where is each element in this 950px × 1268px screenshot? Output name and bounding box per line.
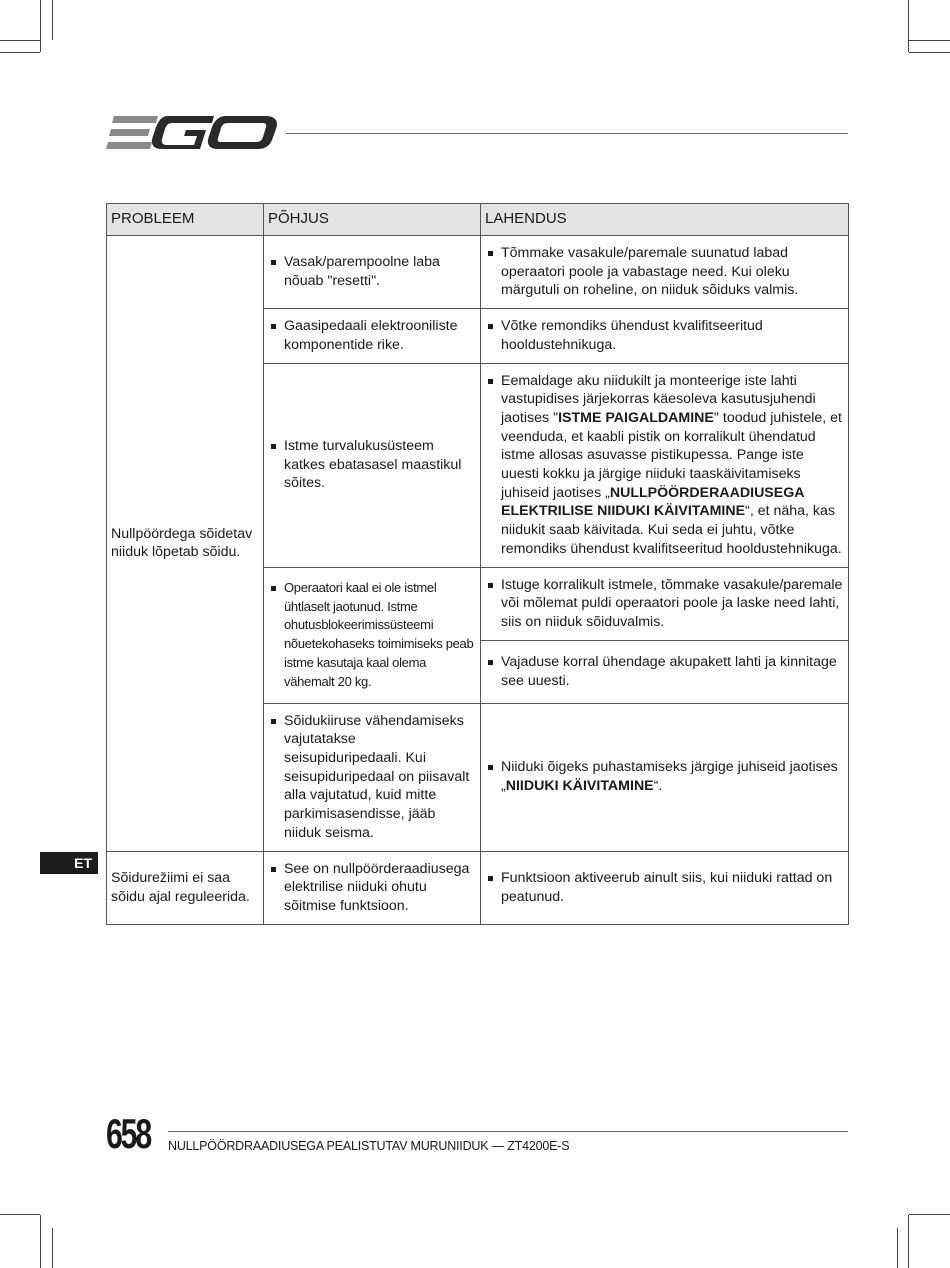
- ego-logo: [106, 112, 278, 154]
- cause-text: Sõidukiiruse vähendamiseks vajutatakse seisupiduripedaali. Kui seisupiduripedaal on piisavalt alla vajutatud, kuid mitte parkimisasendisse, jääb niiduk seisma.: [284, 712, 476, 843]
- solution-text-part: “.: [653, 778, 663, 795]
- solution-text: Funktsioon aktiveerub ainult siis, kui niiduki rattad on peatunud.: [501, 869, 844, 906]
- crop-mark: [40, 1215, 41, 1268]
- solution-text: [501, 758, 844, 795]
- solution-text: [501, 372, 844, 559]
- solution-text: Võtke remondiks ühendust kvalifitseeritud hooldustehnikuga.: [501, 317, 844, 354]
- header-rule: [286, 133, 848, 134]
- cause-text: Operaatori kaal ei ole istmel ühtlaselt jaotunud. Istme ohutusblokeerimissüsteemi nõuetekohaseks toimimiseks peab istme kasutaja kaal olema vähemalt 20 kg.: [284, 579, 476, 691]
- cause-text: See on nullpöörderaadiusega elektrilise niiduki ohutu sõitmise funktsioon.: [284, 860, 476, 916]
- section-reference: NULLPÖÖRDERAADIUSEGA ELEKTRILISE NIIDUKI KÄIVITAMINE: [501, 484, 804, 520]
- crop-mark: [908, 0, 909, 52]
- cause-cell: [264, 309, 481, 363]
- problem-cell: Sõidurežiimi ei saa sõidu ajal reguleerida.: [107, 851, 264, 924]
- crop-mark: [0, 40, 40, 41]
- solution-cell: [481, 640, 849, 703]
- solution-text-part: " toodud juhistele, et veenduda, et kaabli pistik on korralikult ühendatud istme allosas asuvasse pistikupessa. Pange iste uuesti kokku ja järgige niiduki taaskäivitamiseks juhiseid jaotises „: [501, 409, 842, 501]
- solution-cell: [481, 309, 849, 363]
- crop-mark: [909, 1214, 950, 1215]
- cause-cell: [264, 363, 481, 567]
- solution-cell: [481, 703, 849, 851]
- solution-cell: [481, 363, 849, 567]
- page-number: 658: [106, 1110, 150, 1157]
- solution-cell: [481, 851, 849, 924]
- crop-mark: [909, 52, 950, 53]
- language-tab: ET: [40, 852, 98, 874]
- table-row: [107, 851, 849, 924]
- crop-mark: [909, 40, 950, 41]
- troubleshooting-table: [106, 203, 849, 925]
- table-header-row: [107, 204, 849, 236]
- solution-text-part: “, et näha, kas niidukit saab käivitada. Kui seda ei juhtu, võtke remondiks ühendust kvalifitseeritud hooldustehnikuga.: [501, 503, 842, 557]
- table-row: [107, 236, 849, 309]
- column-header-problem: PROBLEEM: [107, 204, 264, 236]
- crop-mark: [908, 1215, 909, 1268]
- solution-text: Vajaduse korral ühendage akupakett lahti ja kinnitage see uuesti.: [501, 653, 844, 690]
- problem-cell: Nullpöördega sõidetav niiduk lõpetab sõidu.: [107, 236, 264, 852]
- solution-text-part: Niiduki õigeks puhastamiseks järgige juhiseid jaotises „: [501, 759, 838, 795]
- cause-cell: [264, 703, 481, 851]
- crop-mark: [897, 1228, 898, 1268]
- cause-cell: [264, 236, 481, 309]
- solution-cell: [481, 567, 849, 640]
- cause-text: Gaasipedaali elektrooniliste komponentide rike.: [284, 317, 476, 354]
- cause-cell: [264, 567, 481, 703]
- crop-mark: [0, 52, 40, 53]
- column-header-solution: LAHENDUS: [481, 204, 849, 236]
- crop-mark: [52, 1228, 53, 1268]
- solution-cell: [481, 236, 849, 309]
- solution-text: Tõmmake vasakule/paremale suunatud labad operaatori poole ja vabastage need. Kui oleku märgutuli on roheline, on niiduk sõiduks valmis.: [501, 244, 844, 300]
- solution-text: Istuge korralikult istmele, tõmmake vasakule/paremale või mõlemat puldi operaatori poole ja laske need lahti, siis on niiduk sõiduvalmis.: [501, 576, 843, 630]
- crop-mark: [0, 1214, 40, 1215]
- cause-text: Vasak/parempoolne laba nõuab "resetti".: [284, 253, 476, 290]
- section-reference: ISTME PAIGALDAMINE: [558, 409, 714, 426]
- crop-mark: [40, 0, 41, 52]
- cause-text: Istme turvalukusüsteem katkes ebatasasel maastikul sõites.: [284, 437, 476, 493]
- solution-text-part: Eemaldage aku niidukilt ja monteerige iste lahti vastupidises järjekorras käesoleva kasutusjuhendi jaotises ": [501, 372, 816, 426]
- crop-mark: [52, 0, 53, 40]
- cause-cell: [264, 851, 481, 924]
- footer-title: NULLPÖÖRDRAADIUSEGA PEALISTUTAV MURUNIIDUK — ZT4200E-S: [168, 1139, 570, 1153]
- section-reference: NIIDUKI KÄIVITAMINE: [505, 778, 654, 795]
- column-header-cause: PÕHJUS: [264, 204, 481, 236]
- footer-rule: [168, 1131, 848, 1132]
